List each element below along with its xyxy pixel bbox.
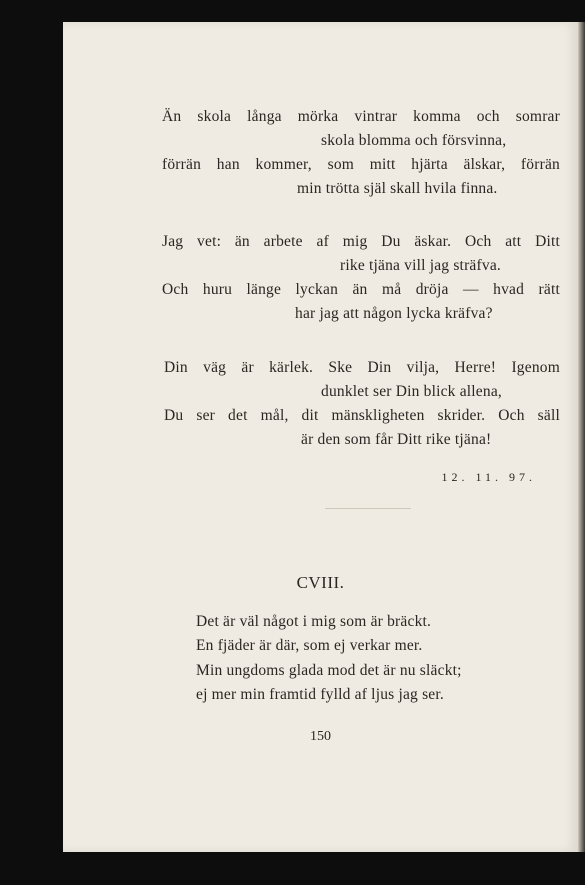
poem-line: har jag att någon lycka kräfva? <box>295 305 493 322</box>
page-edge <box>578 22 585 852</box>
poem-line: förrän han kommer, som mitt hjärta älskar, förrän <box>162 156 560 173</box>
poem-line: Du ser det mål, dit mänskligheten skrider. Och säll <box>164 407 560 424</box>
section-divider <box>325 508 411 509</box>
poem-line: är den som får Ditt rike tjäna! <box>301 431 492 448</box>
page-number: 150 <box>310 729 331 744</box>
poem-line: Än skola långa mörka vintrar komma och somrar <box>162 108 560 125</box>
poem-date: 12. 11. 97. <box>441 470 536 484</box>
poem-number-heading: CVIII. <box>296 573 345 592</box>
poem-line: ej mer min framtid fylld af ljus jag ser. <box>196 686 444 703</box>
book-page <box>63 22 578 852</box>
poem-line: Din väg är kärlek. Ske Din vilja, Herre! Igenom <box>164 359 560 376</box>
poem-line: skola blomma och försvinna, <box>321 132 507 149</box>
poem-line: En fjäder är där, som ej verkar mer. <box>196 637 423 654</box>
poem-line: dunklet ser Din blick allena, <box>321 383 502 400</box>
poem-line: min trötta själ skall hvila finna. <box>297 180 498 197</box>
poem-line: Min ungdoms glada mod det är nu släckt; <box>196 662 462 679</box>
poem-line: rike tjäna vill jag sträfva. <box>340 257 501 274</box>
poem-line: Det är väl något i mig som är bräckt. <box>196 613 432 630</box>
poem-line: Och huru länge lyckan än må dröja — hvad rätt <box>162 281 560 298</box>
poem-line: Jag vet: än arbete af mig Du äskar. Och att Ditt <box>162 233 560 250</box>
